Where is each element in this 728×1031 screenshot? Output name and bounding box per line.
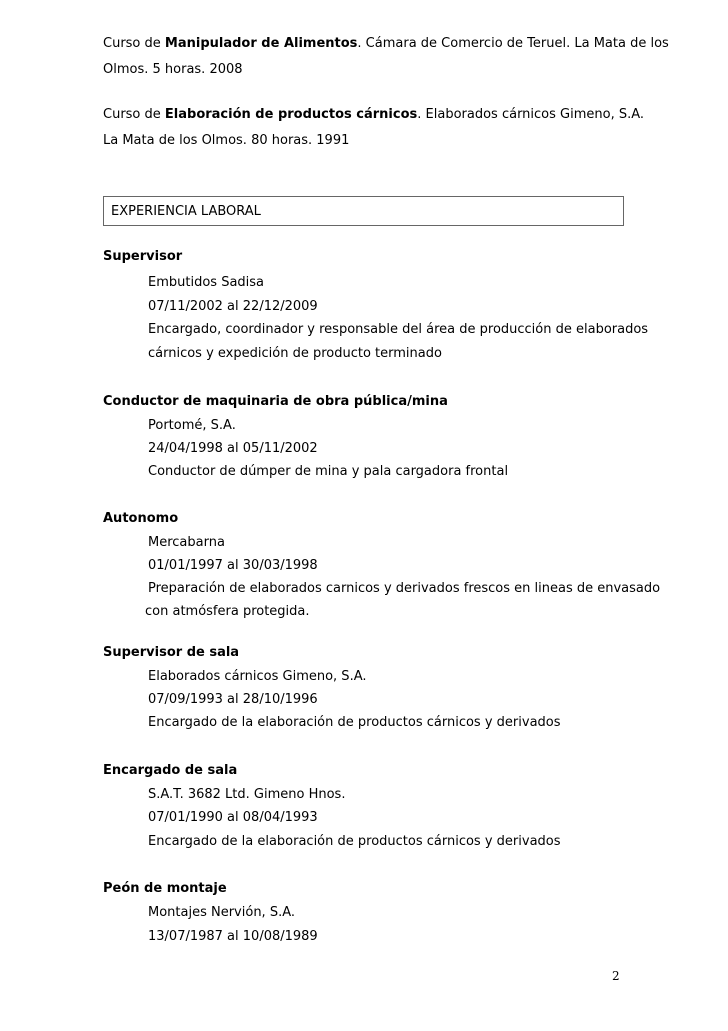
job-description-line: Encargado de la elaboración de productos cárnicos y derivados [148,715,561,730]
course-details-line2: Olmos. 5 horas. 2008 [103,62,243,77]
job-dates: 07/11/2002 al 22/12/2009 [148,299,318,314]
course-name: Manipulador de Alimentos [164,36,358,51]
job-company: S.A.T. 3682 Ltd. Gimeno Hnos. [148,787,346,802]
job-title: Autonomo [103,511,179,526]
job-description-line: Preparación de elaborados carnicos y derivados frescos en lineas de envasado [148,581,661,596]
job-description-line: Conductor de dúmper de mina y pala cargadora frontal [148,464,509,479]
section-header-box [103,196,624,226]
page-number: 2 [612,969,620,983]
job-description-line: Encargado, coordinador y responsable del área de producción de elaborados [148,322,649,337]
job-dates: 07/09/1993 al 28/10/1996 [148,692,318,707]
job-company: Elaborados cárnicos Gimeno, S.A. [148,669,367,684]
course-name: Elaboración de productos cárnicos [164,107,418,122]
course-details: . Cámara de Comercio de Teruel. La Mata de los [357,36,669,51]
course-prefix: Curso de [103,107,165,122]
job-title: Supervisor de sala [103,645,240,660]
course-line [103,107,644,123]
job-dates: 01/01/1997 al 30/03/1998 [148,558,318,573]
course-prefix: Curso de [103,36,165,51]
course-details-line2: La Mata de los Olmos. 80 horas. 1991 [103,133,350,148]
section-title: EXPERIENCIA LABORAL [111,204,261,219]
job-company: Portomé, S.A. [148,418,236,433]
job-title: Supervisor [103,249,183,264]
job-description-line: con atmósfera protegida. [145,604,310,619]
job-description-line: Encargado de la elaboración de productos cárnicos y derivados [148,834,561,849]
job-company: Embutidos Sadisa [148,275,265,290]
job-description-line: cárnicos y expedición de producto terminado [148,346,442,361]
job-title: Conductor de maquinaria de obra pública/mina [103,394,448,409]
course-details: . Elaborados cárnicos Gimeno, S.A. [417,107,645,122]
job-company: Montajes Nervión, S.A. [148,905,295,920]
job-dates: 24/04/1998 al 05/11/2002 [148,441,318,456]
job-title: Encargado de sala [103,763,238,778]
job-dates: 07/01/1990 al 08/04/1993 [148,810,318,825]
course-line [103,36,669,52]
job-dates: 13/07/1987 al 10/08/1989 [148,929,318,944]
job-title: Peón de montaje [103,881,227,896]
job-company: Mercabarna [148,535,225,550]
